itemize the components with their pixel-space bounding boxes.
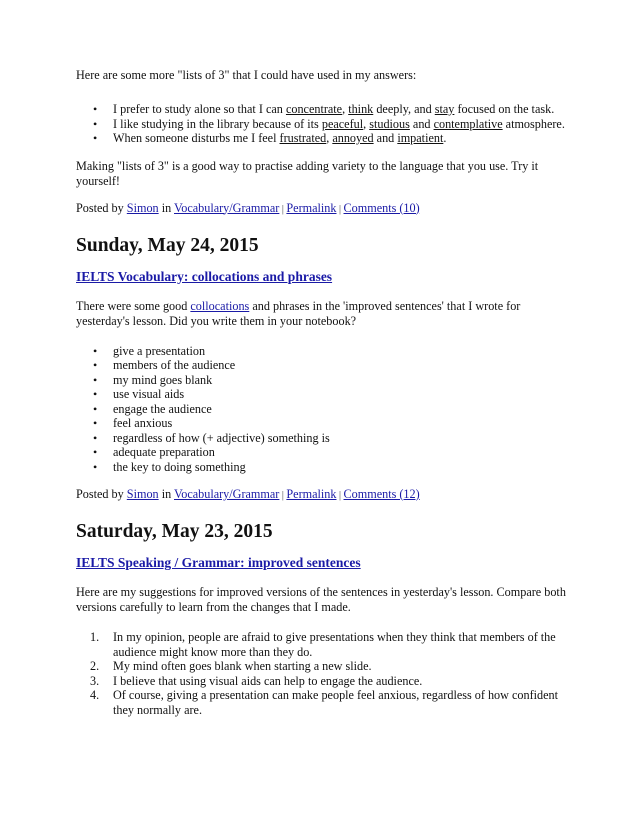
post-intro: Here are my suggestions for improved versions of the sentences in yesterday's lesson. Compare both versions carefully to learn from the changes that I made.: [76, 585, 566, 614]
collocations-link[interactable]: collocations: [190, 298, 250, 313]
list-item: • adequate preparation: [76, 445, 566, 460]
list-item: • members of the audience: [76, 358, 566, 373]
underlined-word: stay: [434, 102, 455, 116]
permalink-link[interactable]: Permalink: [286, 487, 337, 501]
underlined-word: concentrate: [285, 102, 343, 116]
lists-of-3: [76, 102, 566, 146]
comments-link[interactable]: Comments (10): [343, 200, 420, 215]
list-item: 1. In my opinion, people are afraid to give presentations when they think that members of the audience might know more than they do.: [90, 630, 556, 659]
underlined-word: annoyed: [332, 131, 374, 145]
post-date-heading: Saturday, May 23, 2015: [76, 521, 273, 542]
list-item: • regardless of how (+ adjective) something is: [76, 431, 566, 446]
post-title-link[interactable]: IELTS Vocabulary: collocations and phrases: [76, 268, 333, 284]
list-item: • feel anxious: [76, 416, 566, 431]
list-item: • use visual aids: [76, 387, 566, 402]
post-footer: Posted by Simon in Vocabulary/Grammar | Permalink | Comments (10): [76, 200, 420, 215]
list-item: • the key to doing something: [76, 460, 566, 475]
underlined-word: frustrated: [279, 131, 327, 145]
author-link[interactable]: Simon: [126, 487, 159, 501]
list-item: • When someone disturbs me I feel frustrated, annoyed and impatient.: [76, 131, 566, 146]
list-item: 2. My mind often goes blank when starting a new slide.: [90, 659, 372, 673]
improved-sentences-list: [76, 630, 566, 717]
intro-paragraph: Here are some more "lists of 3" that I could have used in my answers:: [76, 68, 417, 82]
underlined-word: contemplative: [433, 116, 503, 131]
underlined-word: peaceful: [321, 116, 364, 131]
underlined-word: impatient: [397, 131, 444, 145]
author-link[interactable]: Simon: [126, 200, 159, 215]
closing-paragraph: Making "lists of 3" is a good way to practise adding variety to the language that you use. Try it yourself!: [76, 158, 539, 188]
category-link[interactable]: Vocabulary/Grammar: [174, 200, 280, 215]
post-date-heading: Sunday, May 24, 2015: [76, 234, 259, 256]
list-item: 3. I believe that using visual aids can help to engage the audience.: [90, 673, 423, 688]
underlined-word: think: [348, 102, 374, 116]
vocab-list: [76, 344, 566, 475]
list-item: • engage the audience: [76, 402, 566, 417]
post-title: [76, 555, 566, 571]
document-page: [76, 68, 566, 717]
permalink-link[interactable]: Permalink: [286, 200, 337, 215]
post-footer: Posted by Simon in Vocabulary/Grammar | Permalink | Comments (12): [76, 487, 420, 501]
post-title-link[interactable]: IELTS Speaking / Grammar: improved sentences: [76, 555, 361, 570]
comments-link[interactable]: Comments (12): [343, 487, 420, 501]
list-item: 4. Of course, giving a presentation can make people feel anxious, regardless of how confident they normally are.: [90, 688, 559, 717]
category-link[interactable]: Vocabulary/Grammar: [174, 487, 280, 501]
list-item: • I prefer to study alone so that I can concentrate, think deeply, and stay focused on the task.: [76, 102, 566, 117]
list-item: • my mind goes blank: [76, 373, 566, 388]
list-item: • give a presentation: [76, 344, 566, 359]
post-intro: There were some good collocations and phrases in the 'improved sentences' that I wrote for yesterday's lesson. Did you write them in your notebook?: [76, 298, 521, 328]
underlined-word: studious: [369, 116, 410, 131]
list-item: • I like studying in the library because of its peaceful, studious and contemplative atmosphere.: [76, 117, 566, 132]
post-title: [76, 269, 566, 285]
